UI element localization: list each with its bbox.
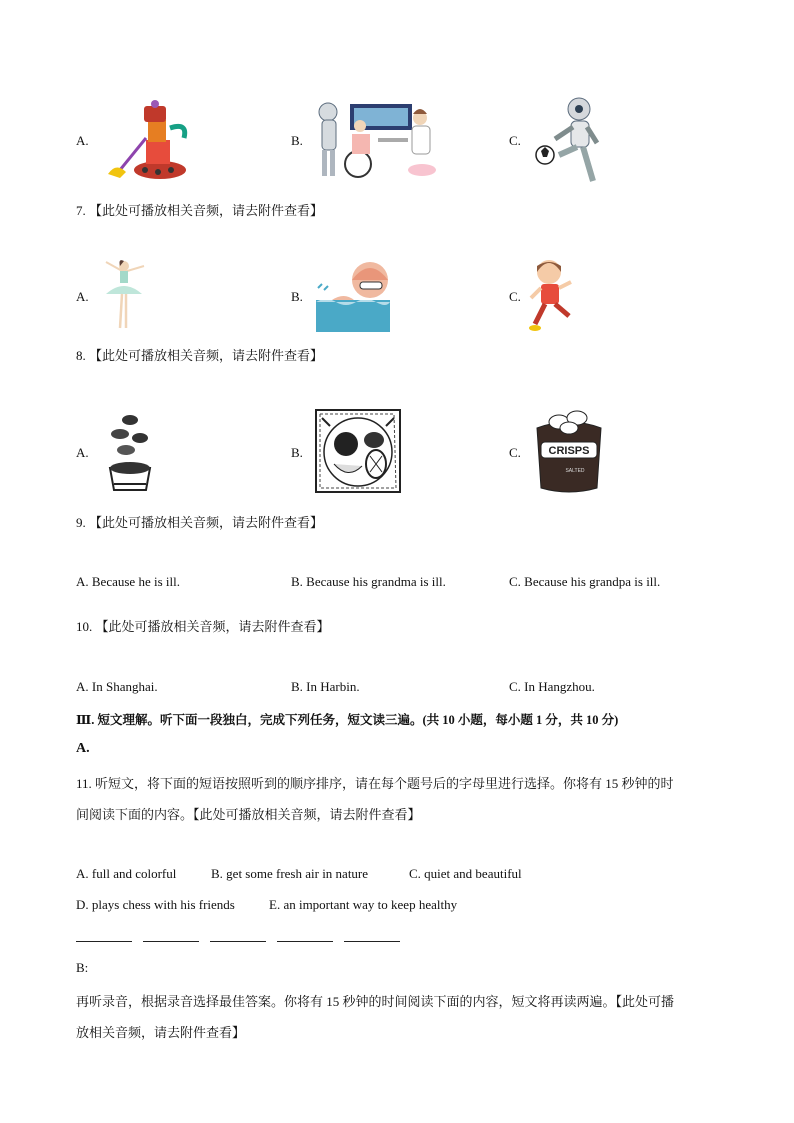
section-3-heading: Ⅲ. 短文理解。听下面一段独白，完成下列任务，短文读三遍。(共 10 小题，每小题 1 分，共 10 分) <box>76 713 619 727</box>
cookies-bowl-image <box>96 412 168 494</box>
answer-blank-1[interactable] <box>76 941 132 942</box>
phrase-a: A. full and colorful <box>76 866 177 881</box>
ballerina-image <box>98 258 150 334</box>
q8-option-a-label: A. <box>76 445 89 460</box>
answer-blank-4[interactable] <box>277 941 333 942</box>
q7-option-a-label: A. <box>76 289 89 304</box>
q10-option-b[interactable]: B. In Harbin. <box>291 679 360 694</box>
question-9-text: 9. 【此处可播放相关音频，请去附件查看】 <box>76 515 324 530</box>
option-b-label: B. <box>291 133 303 148</box>
question-8-text: 8. 【此处可播放相关音频，请去附件查看】 <box>76 348 324 363</box>
robot-mopping-floor-image <box>100 98 190 184</box>
question-11-line-2: 间阅读下面的内容。【此处可播放相关音频，请去附件查看】 <box>76 807 421 822</box>
phrase-e: E. an important way to keep healthy <box>269 897 458 912</box>
robot-playing-football-image <box>533 95 605 187</box>
q10-option-c[interactable]: C. In Hangzhou. <box>509 679 595 694</box>
question-7-text: 7. 【此处可播放相关音频，请去附件查看】 <box>76 203 324 218</box>
answer-blank-5[interactable] <box>344 941 400 942</box>
crisps-bag-sublabel: SALTED <box>565 468 585 474</box>
q10-option-a[interactable]: A. In Shanghai. <box>76 679 158 694</box>
q8-option-b-label: B. <box>291 445 303 460</box>
part-b-line-2: 放相关音频，请去附件查看】 <box>76 1025 246 1040</box>
swimmer-image <box>314 258 392 332</box>
robot-helping-patient-image <box>314 98 436 180</box>
q9-option-c[interactable]: C. Because his grandpa is ill. <box>509 574 661 589</box>
answer-blank-2[interactable] <box>143 941 199 942</box>
fruit-plate-image <box>314 408 402 494</box>
crisps-bag-label: CRISPS <box>548 445 590 457</box>
part-b-line-1: 再听录音，根据录音选择最佳答案。你将有 15 秒钟的时间阅读下面的内容，短文将再读两遍。【此处可播 <box>76 994 675 1009</box>
phrase-c: C. quiet and beautiful <box>409 866 522 881</box>
question-10-text: 10. 【此处可播放相关音频，请去附件查看】 <box>76 619 330 634</box>
option-a-label: A. <box>76 133 89 148</box>
question-11-line-1: 11. 听短文，将下面的短语按照听到的顺序排序，请在每个题号后的字母里进行选择。你将有 15 秒钟的时 <box>76 776 674 791</box>
q7-option-b-label: B. <box>291 289 303 304</box>
q8-option-c-label: C. <box>509 445 521 460</box>
running-girl-image <box>527 258 579 334</box>
part-b-label: B: <box>76 960 89 975</box>
phrase-b: B. get some fresh air in nature <box>211 866 369 881</box>
part-a-label: A. <box>76 741 90 756</box>
answer-blank-3[interactable] <box>210 941 266 942</box>
phrase-d: D. plays chess with his friends <box>76 897 235 912</box>
q9-option-a[interactable]: A. Because he is ill. <box>76 574 180 589</box>
q7-option-c-label: C. <box>509 289 521 304</box>
option-c-label: C. <box>509 133 521 148</box>
crisps-bag-image <box>531 408 607 494</box>
q9-option-b[interactable]: B. Because his grandma is ill. <box>291 574 446 589</box>
